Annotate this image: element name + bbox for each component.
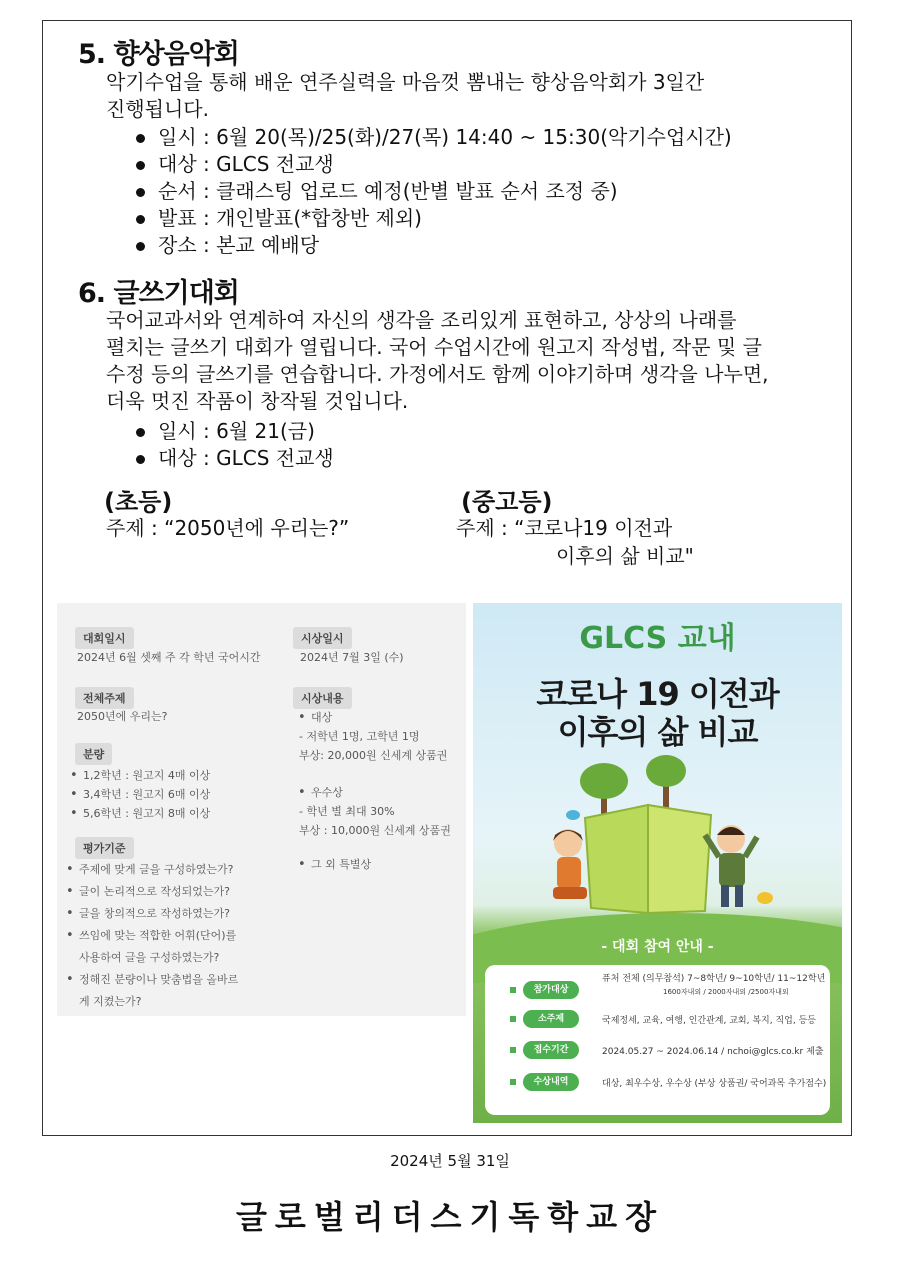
secondary-heading: (중고등)	[461, 488, 553, 516]
list-item: • 글이 논리적으로 작성되었는가?	[65, 881, 238, 903]
theme-value: 2050년에 우리는?	[77, 710, 168, 723]
tree-crown	[580, 763, 628, 799]
bullet-item: 대상 : GLCS 전교생	[132, 445, 334, 472]
bullet-item: 발표 : 개인발표(*합창반 제외)	[132, 205, 732, 232]
criteria-list	[65, 859, 238, 1013]
criteria-tag: 평가기준	[75, 837, 134, 859]
girl-legs	[553, 887, 587, 899]
poster-main-title-line2: 이후의 삶 비교	[557, 713, 758, 751]
poster-main-title-line1: 코로나 19 이전과	[536, 675, 779, 713]
award-date-value: 2024년 7월 3일 (수)	[300, 651, 404, 664]
list-item: • 5,6학년 : 원고지 8매 이상	[69, 804, 210, 823]
bullet-square-icon	[510, 987, 516, 993]
tree-crown	[646, 755, 686, 787]
section5-title: 5. 향상음악회	[78, 39, 239, 70]
award-tag: 시상내용	[293, 687, 352, 709]
contest-poster	[473, 603, 842, 1123]
poster-top-title: GLCS 교내	[579, 621, 736, 656]
boy-leg	[735, 885, 743, 907]
poster-value: 2024.05.27 ~ 2024.06.14 / nchoi@glcs.co.kr 제출	[602, 1047, 824, 1057]
award-date-tag: 시상일시	[293, 627, 352, 649]
boy-leg	[721, 885, 729, 907]
poster-label: 수상내역	[523, 1073, 579, 1091]
list-item: • 우수상	[297, 783, 343, 802]
bullet-item: 일시 : 6월 21(금)	[132, 418, 334, 445]
section6-description: 국어교과서와 연계하여 자신의 생각을 조리있게 표현하고, 상상의 나래를 펼치는 글쓰기 대회가 열립니다. 국어 수업시간에 원고지 작성법, 작문 및 글 수정 등의 글쓰기를 연습합니다. 가정에서도 함께 이야기하며 생각을 나누면, 더욱 멋진 작품이 창작될 것입니다.	[106, 308, 769, 413]
length-tag: 분량	[75, 743, 112, 765]
issue-date: 2024년 5월 31일	[390, 1152, 510, 1170]
bird-icon	[757, 892, 773, 904]
list-item: • 3,4학년 : 원고지 6매 이상	[69, 785, 210, 804]
section6-title: 6. 글쓰기대회	[78, 278, 239, 309]
bullet-item: 장소 : 본교 예배당	[132, 232, 732, 259]
length-list	[69, 766, 210, 823]
award-grand-prize: 부상: 20,000원 신세계 상품권	[299, 749, 448, 762]
boy-arm	[745, 837, 757, 857]
bird-icon	[566, 810, 580, 820]
book-right-page	[648, 805, 711, 913]
list-item: • 정해진 분량이나 맞춤법을 올바르 게 지켰는가?	[65, 969, 238, 1013]
date-value: 2024년 6월 셋째 주 각 학년 국어시간	[77, 651, 261, 664]
bullet-square-icon	[510, 1016, 516, 1022]
poster-info-box	[485, 965, 830, 1115]
list-item: • 1,2학년 : 원고지 4매 이상	[69, 766, 210, 785]
boy-body	[719, 853, 745, 887]
bullet-item: 순서 : 클래스팅 업로드 예정(반별 발표 순서 조정 중)	[132, 178, 732, 205]
bullet-item: 일시 : 6월 20(목)/25(화)/27(목) 14:40 ~ 15:30(악기수업시간)	[132, 124, 732, 151]
theme-tag: 전체주제	[75, 687, 134, 709]
poster-subtitle: - 대회 참여 안내 -	[601, 939, 714, 955]
date-tag: 대회일시	[75, 627, 134, 649]
girl-body	[557, 857, 581, 889]
list-item: • 주제에 맞게 글을 구성하였는가?	[65, 859, 238, 881]
award-excellent-prize: 부상 : 10,000원 신세계 상품권	[299, 824, 451, 837]
list-item: • 대상	[297, 708, 332, 727]
poster-value: 퓨처 전체 (의무참석) 7~8학년/ 9~10학년/ 11~12학년	[602, 974, 826, 984]
section5-description: 악기수업을 통해 배운 연주실력을 마음껏 뽐내는 향상음악회가 3일간 진행됩니다.	[106, 70, 705, 121]
list-item: • 글을 창의적으로 작성하였는가?	[65, 903, 238, 925]
bullet-item: 대상 : GLCS 전교생	[132, 151, 732, 178]
elementary-heading: (초등)	[104, 488, 173, 516]
list-item: • 쓰임에 맞는 적합한 어휘(단어)를 사용하여 글을 구성하였는가?	[65, 925, 238, 969]
secondary-topic-line2: 이후의 삶 비교"	[556, 544, 694, 568]
boy-hair	[717, 827, 745, 835]
poster-value: 대상, 최우수상, 우수상 (부상 상품권/ 국어과목 추가점수)	[602, 1079, 827, 1089]
contest-info-panel	[57, 603, 466, 1016]
school-principal-signature: 글로벌리더스기독학교장	[235, 1198, 665, 1236]
book-left-page	[585, 805, 648, 913]
poster-label: 소주제	[523, 1010, 579, 1028]
secondary-topic-line1: 주제 : “코로나19 이전과	[456, 516, 673, 540]
award-grand-detail: - 저학년 1명, 고학년 1명	[299, 730, 420, 743]
award-excellent-detail: - 학년 별 최대 30%	[299, 805, 395, 818]
award-excellent	[297, 783, 343, 802]
bullet-square-icon	[510, 1047, 516, 1053]
elementary-topic: 주제 : “2050년에 우리는?”	[106, 516, 350, 540]
section5-bullets	[132, 124, 732, 259]
section6-bullets	[132, 418, 334, 472]
bullet-square-icon	[510, 1079, 516, 1085]
poster-value: 국제정세, 교육, 여행, 인간관계, 교회, 복지, 직업, 등등	[602, 1016, 816, 1026]
award-other	[297, 855, 371, 874]
poster-value-detail: 1600자내외 / 2000자내외 /2500자내외	[663, 988, 789, 996]
list-item: • 그 외 특별상	[297, 855, 371, 874]
poster-label: 참가대상	[523, 981, 579, 999]
poster-label: 접수기간	[523, 1041, 579, 1059]
award-grand	[297, 708, 332, 727]
